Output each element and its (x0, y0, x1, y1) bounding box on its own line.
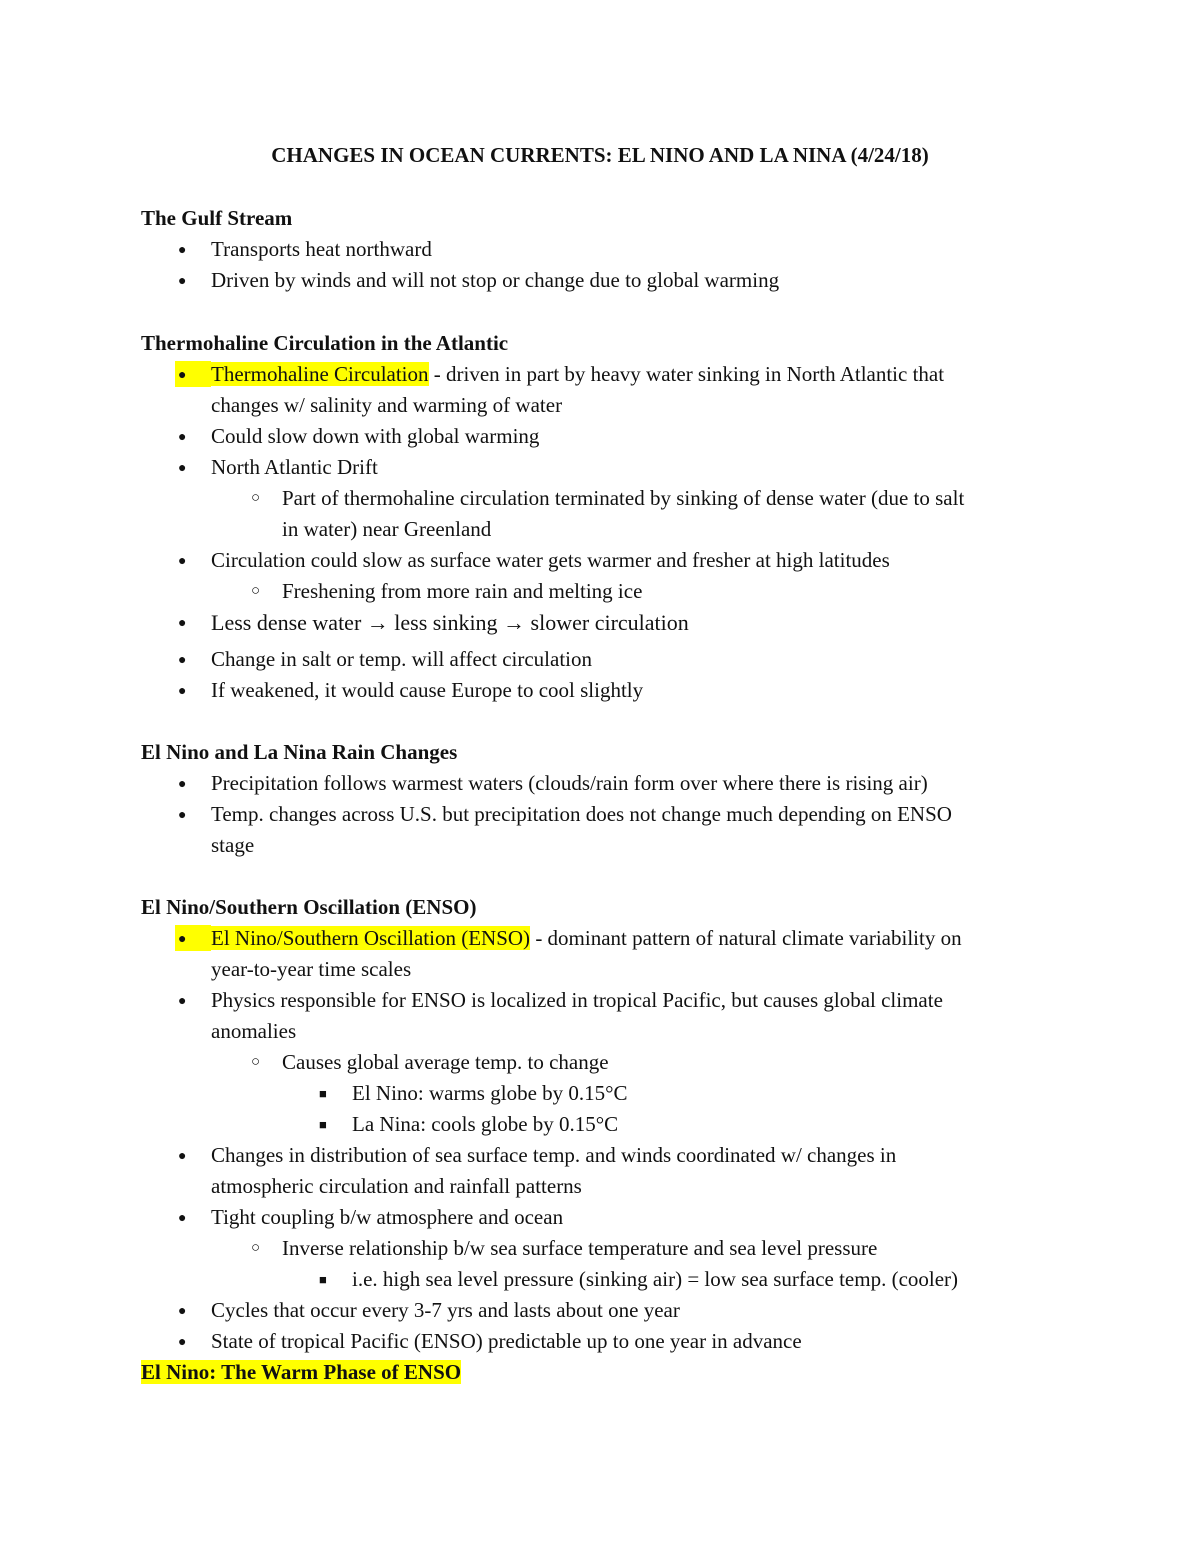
section-heading-thermohaline: Thermohaline Circulation in the Atlantic (141, 331, 509, 355)
list-item-text: Driven by winds and will not stop or change due to global warming (211, 268, 780, 292)
bullet-icon: ● (178, 777, 187, 792)
sub-list-item (251, 1236, 878, 1261)
list-item (178, 926, 962, 951)
list-item (178, 1205, 564, 1230)
list-item-text: Causes global average temp. to change (282, 1050, 609, 1074)
sub-list-item (251, 486, 965, 511)
bullet-icon: ● (178, 461, 187, 476)
bullet-icon: ● (178, 1304, 187, 1319)
bullet-icon: ● (178, 554, 187, 569)
highlighted-term: Thermohaline Circulation (211, 362, 429, 386)
list-item-text: La Nina: cools globe by 0.15°C (352, 1112, 619, 1136)
bullet-icon: ● (178, 430, 187, 445)
list-item-text: Physics responsible for ENSO is localized in tropical Pacific, but causes global climate (211, 988, 943, 1012)
list-item-text: Part of thermohaline circulation terminated by sinking of dense water (due to salt (282, 486, 965, 510)
list-item-text: i.e. high sea level pressure (sinking air) = low sea surface temp. (cooler) (352, 1267, 959, 1291)
list-item (178, 268, 780, 293)
bullet-icon: ● (178, 994, 187, 1009)
list-item-text: Change in salt or temp. will affect circulation (211, 647, 592, 671)
sub-sub-list-item (319, 1112, 619, 1137)
bullet-icon: ● (178, 1149, 187, 1164)
list-item-continuation: year-to-year time scales (211, 957, 412, 981)
bullet-icon: ● (178, 1211, 187, 1226)
list-item-text: Cycles that occur every 3-7 yrs and lasts about one year (211, 1298, 680, 1322)
bullet-icon: ● (178, 932, 187, 947)
list-item (178, 678, 644, 703)
list-item-continuation: anomalies (211, 1019, 297, 1043)
list-item-text: Temp. changes across U.S. but precipitation does not change much depending on ENSO (211, 802, 952, 826)
bullet-icon: ● (178, 653, 187, 668)
bullet-icon: ● (178, 274, 187, 289)
bullet-icon: ● (178, 684, 187, 699)
section-heading-enso: El Nino/Southern Oscillation (ENSO) (141, 895, 477, 919)
list-item-text: Changes in distribution of sea surface temp. and winds coordinated w/ changes in (211, 1143, 897, 1167)
sub-sub-list-item (319, 1081, 628, 1106)
list-item (178, 548, 890, 573)
list-item (178, 1143, 897, 1168)
bullet-icon: ● (178, 616, 187, 631)
list-item (178, 647, 592, 672)
bullet-icon: ● (178, 1335, 187, 1350)
bullet-icon: ● (178, 243, 187, 258)
circle-bullet-icon: ○ (251, 583, 261, 599)
section-heading-el-nino-warm-phase (141, 1360, 461, 1385)
list-item-text: El Nino: warms globe by 0.15°C (352, 1081, 628, 1105)
list-item (178, 610, 689, 636)
list-item-continuation: stage (211, 833, 255, 857)
list-item (178, 771, 928, 796)
list-item (178, 424, 540, 449)
list-item (178, 455, 378, 480)
list-item-text: Freshening from more rain and melting ice (282, 579, 643, 603)
document-title: CHANGES IN OCEAN CURRENTS: EL NINO AND LA NINA (4/24/18) (271, 143, 929, 167)
list-item-text: Less dense water → less sinking → slower circulation (211, 610, 689, 635)
list-item-text: Tight coupling b/w atmosphere and ocean (211, 1205, 564, 1229)
definition-text: - driven in part by heavy water sinking in North Atlantic that (428, 362, 945, 386)
section-heading-rain-changes: El Nino and La Nina Rain Changes (141, 740, 458, 764)
sub-list-item (251, 579, 643, 604)
list-item-text: Transports heat northward (211, 237, 432, 261)
list-item (178, 362, 945, 387)
list-item (178, 1298, 680, 1323)
section-heading-gulf-stream: The Gulf Stream (141, 206, 293, 230)
list-item-text: If weakened, it would cause Europe to cool slightly (211, 678, 644, 702)
highlighted-term: El Nino/Southern Oscillation (ENSO) (211, 926, 531, 950)
sub-sub-list-item (319, 1267, 959, 1292)
list-item (178, 237, 432, 262)
square-bullet-icon: ■ (319, 1117, 327, 1132)
square-bullet-icon: ■ (319, 1272, 327, 1287)
list-item-text: Could slow down with global warming (211, 424, 540, 448)
circle-bullet-icon: ○ (251, 1240, 261, 1256)
sub-list-item (251, 1050, 609, 1075)
list-item (178, 802, 952, 827)
highlighted-heading-text: El Nino: The Warm Phase of ENSO (141, 1360, 462, 1384)
list-item-continuation: changes w/ salinity and warming of water (211, 393, 563, 417)
list-item-text: Circulation could slow as surface water gets warmer and fresher at high latitudes (211, 548, 890, 572)
list-item (178, 1329, 802, 1354)
circle-bullet-icon: ○ (251, 1054, 261, 1070)
bullet-icon: ● (178, 808, 187, 823)
square-bullet-icon: ■ (319, 1086, 327, 1101)
bullet-icon: ● (178, 368, 187, 383)
sub-list-item-continuation: in water) near Greenland (282, 517, 492, 541)
list-item-text: Precipitation follows warmest waters (clouds/rain form over where there is rising air) (211, 771, 928, 795)
list-item-continuation: atmospheric circulation and rainfall patterns (211, 1174, 582, 1198)
list-item-text: State of tropical Pacific (ENSO) predictable up to one year in advance (211, 1329, 802, 1353)
list-item-text: North Atlantic Drift (211, 455, 378, 479)
definition-text: - dominant pattern of natural climate variability on (530, 926, 962, 950)
list-item (178, 988, 943, 1013)
list-item-text: Inverse relationship b/w sea surface temperature and sea level pressure (282, 1236, 878, 1260)
circle-bullet-icon: ○ (251, 490, 261, 506)
